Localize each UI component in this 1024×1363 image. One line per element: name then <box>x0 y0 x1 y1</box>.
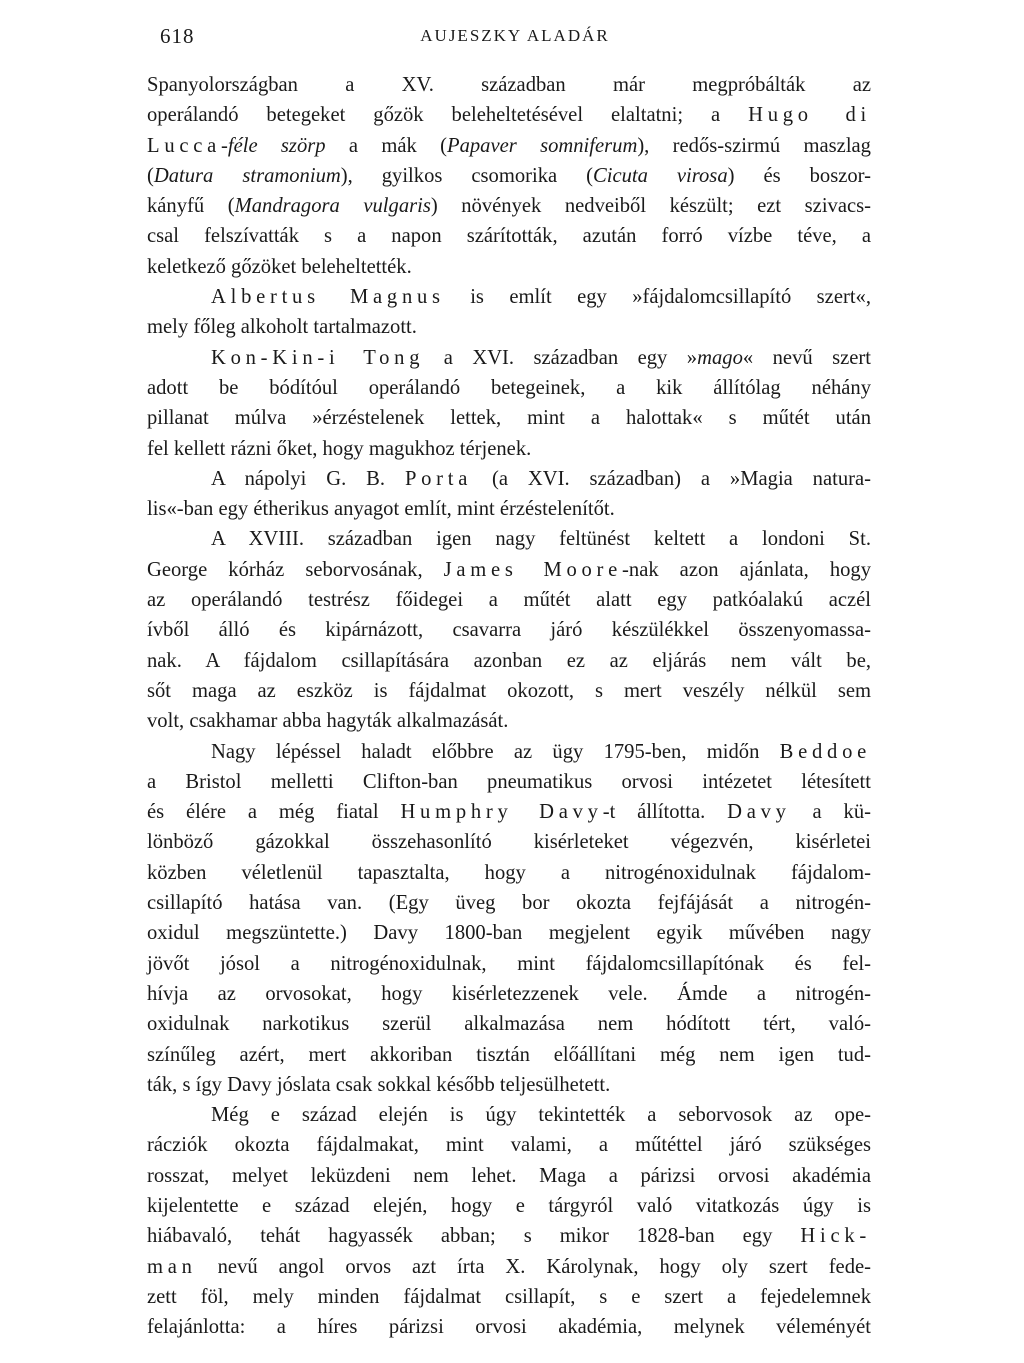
page-header <box>160 24 870 50</box>
running-head: AUJESZKY ALADÁR <box>420 26 610 45</box>
text-line <box>147 70 871 100</box>
text-run: adott be bódítóul operálandó betegeinek, a kik állítólag néhány <box>147 376 871 399</box>
text-run: zett föl, mely minden fájdalmat csillapít, s e szert a fejedelemnek <box>147 1285 871 1308</box>
italic-term: Papaver somniferum <box>446 134 638 157</box>
spaced-name: man <box>147 1255 197 1278</box>
text-run: lönböző gázokkal összehasonlító kisérleteket végezvén, kisérletei <box>147 831 871 854</box>
text-line <box>147 434 871 464</box>
spaced-name: James Moore <box>443 558 623 581</box>
text-run: ), gyilkos csomorika ( <box>340 164 593 187</box>
text-run: rácziók okozta fájdalmakat, mint valami, a műtéttel járó szükséges <box>147 1134 871 1157</box>
text-run: ívből álló és kipárnázott, csavarra járó készülékkel összenyomassa- <box>147 619 871 642</box>
text-line <box>147 585 871 615</box>
text-line <box>147 494 871 524</box>
spaced-name: Davy <box>727 801 791 824</box>
italic-term: Datura stramonium <box>153 164 341 187</box>
text-run: mely főleg alkoholt tartalmazott. <box>147 316 417 339</box>
text-line <box>147 1312 871 1342</box>
text-line <box>147 100 871 130</box>
body-text <box>147 70 871 1342</box>
text-line <box>147 252 871 282</box>
text-line <box>147 767 871 797</box>
text-line <box>147 131 871 161</box>
page-number: 618 <box>160 24 195 48</box>
text-run: A nápolyi G. B. <box>211 467 405 490</box>
text-run: is említ egy »fájdalomcsillapító szert«, <box>444 286 871 309</box>
italic-term: Cicuta virosa <box>593 164 728 187</box>
text-run: -nak azon ajánlata, hogy <box>622 558 872 581</box>
text-run: közben véletlenül tapasztalta, hogy a nitrogénoxidulnak fájdalom- <box>147 861 871 884</box>
text-line <box>147 1009 871 1039</box>
text-line <box>147 161 871 191</box>
text-run: « nevű szert <box>742 346 872 369</box>
text-run: ) és boszor- <box>727 164 871 187</box>
spaced-name: Hick- <box>800 1225 871 1248</box>
text-line <box>147 737 871 767</box>
text-run: keletkező gőzöket beleheltették. <box>147 255 412 278</box>
text-run: ( <box>147 164 154 187</box>
text-run: a kü- <box>790 801 872 824</box>
text-run: pillanat múlva »érzéstelenek lettek, mint a halottak« s műtét után <box>147 407 871 430</box>
text-line <box>147 282 871 312</box>
italic-term: Mandragora vulgaris <box>234 195 431 218</box>
text-run: Még e század elején is úgy tekintették a seborvosok az ope- <box>211 1104 871 1127</box>
text-line <box>147 1252 871 1282</box>
text-run: rosszat, melyet leküzdeni nem lehet. Maga a párizsi orvosi akadémia <box>147 1164 871 1187</box>
text-line <box>147 343 871 373</box>
text-line <box>147 191 871 221</box>
text-run: színűleg azért, mert akkoriban tisztán előállítani még nem igen tud- <box>147 1043 871 1066</box>
text-line <box>147 615 871 645</box>
text-run: jövőt jósol a nitrogénoxidulnak, mint fájdalomcsillapítónak és fel- <box>147 952 871 975</box>
text-run: hívja az orvosokat, hogy kisérletezzenek vele. Ámde a nitrogén- <box>147 982 871 1005</box>
text-line <box>147 918 871 948</box>
text-line <box>147 646 871 676</box>
text-run: volt, csakhamar abba hagyták alkalmazását. <box>147 710 509 733</box>
text-line <box>147 555 871 585</box>
text-run: Nagy lépéssel haladt előbbre az ügy 1795-ben, midőn <box>211 740 780 763</box>
text-line <box>147 524 871 554</box>
text-line <box>147 827 871 857</box>
text-line <box>147 888 871 918</box>
text-run: George kórház seborvosának, <box>147 558 444 581</box>
text-run: oxidul megszüntette.) Davy 1800-ban megjelent egyik művében nagy <box>147 922 871 945</box>
spaced-name: Beddoe <box>779 740 871 763</box>
text-run: hiábavaló, tehát hagyassék abban; s mikor 1828-ban egy <box>147 1225 801 1248</box>
text-run: operálandó betegeket gőzök beleheltetésével elaltatni; a <box>147 104 749 127</box>
text-run: Spanyolországban a XV. században már megpróbálták az <box>147 74 871 96</box>
spaced-name: Hugo di <box>748 104 871 127</box>
text-line <box>147 979 871 1009</box>
text-run: a XVI. században egy » <box>424 346 698 369</box>
text-line <box>147 1070 871 1100</box>
text-line <box>147 858 871 888</box>
spaced-name: Albertus Magnus <box>211 286 445 309</box>
text-run: ták, s így Davy jóslata csak sokkal később teljesülhetett. <box>147 1073 611 1096</box>
text-line <box>147 464 871 494</box>
text-line <box>147 706 871 736</box>
text-run: ), redős-szirmú maszlag <box>637 134 871 157</box>
text-run: -t állította. <box>602 801 728 824</box>
spaced-name: Porta <box>404 467 473 490</box>
text-line <box>147 949 871 979</box>
text-line <box>147 312 871 342</box>
text-line <box>147 1130 871 1160</box>
spaced-name: Kon-Kin-i Tong <box>211 346 425 369</box>
text-run: fel kellett rázni őket, hogy magukhoz térjenek. <box>147 437 532 460</box>
text-run: az operálandó testrész főidegei a műtét alatt egy patkóalakú aczél <box>147 589 871 612</box>
italic-term: mago <box>697 346 743 369</box>
spaced-name: Humphry Davy <box>400 801 603 824</box>
text-line <box>147 1221 871 1251</box>
text-line <box>147 403 871 433</box>
text-run: a mák ( <box>325 134 447 157</box>
italic-term: -féle szörp <box>221 134 326 157</box>
text-line <box>147 1191 871 1221</box>
text-run: kijelentette e század elején, hogy e tárgyról való vitatkozás úgy is <box>147 1194 871 1217</box>
text-run: a Bristol melletti Clifton-ban pneumatikus orvosi intézetet létesített <box>147 770 871 793</box>
text-run: kányfű ( <box>147 195 235 218</box>
text-run: csal felszívatták s a napon szárították, azután forró vízbe téve, a <box>147 225 871 248</box>
text-line <box>147 797 871 827</box>
text-run: felajánlotta: a híres párizsi orvosi akadémia, melynek véleményét <box>147 1316 871 1339</box>
text-line <box>147 1040 871 1070</box>
text-run: ) növények nedveiből készült; ezt szivacs- <box>430 195 871 218</box>
text-run: lis«-ban egy étherikus anyagot említ, mint érzéstelenítőt. <box>147 498 615 521</box>
spaced-name: Lucca <box>147 134 221 157</box>
text-run: oxidulnak narkotikus szerül alkalmazása nem hódított tért, való- <box>147 1013 871 1036</box>
text-line <box>147 1282 871 1312</box>
text-run: (a XVI. században) a »Magia natura- <box>472 467 871 490</box>
text-run: A XVIII. században igen nagy feltünést keltett a londoni St. <box>211 528 871 551</box>
text-run: nak. A fájdalom csillapítására azonban ez az eljárás nem vált be, <box>147 649 871 672</box>
text-run: csillapító hatása van. (Egy üveg bor okozta fejfájását a nitrogén- <box>147 892 871 915</box>
text-line <box>147 221 871 251</box>
text-line <box>147 676 871 706</box>
text-line <box>147 1100 871 1130</box>
text-line <box>147 373 871 403</box>
text-run: és élére a még fiatal <box>147 801 401 824</box>
text-run: nevű angol orvos azt írta X. Károlynak, hogy oly szert fede- <box>196 1255 871 1278</box>
text-run: sőt maga az eszköz is fájdalmat okozott, s mert veszély nélkül sem <box>147 679 871 702</box>
text-line <box>147 1161 871 1191</box>
